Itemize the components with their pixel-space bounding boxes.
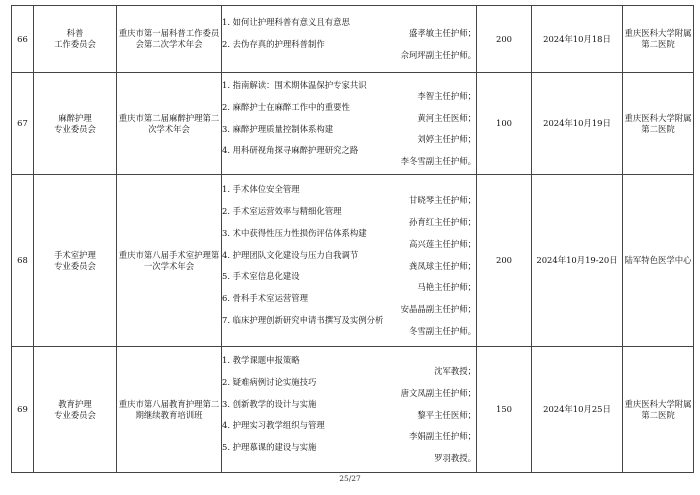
topic-title: 2. 麻醉护士在麻醉工作中的重要性 — [222, 101, 350, 112]
topics-cell — [222, 73, 477, 175]
topic-speaker: 龚凤球主任护师； — [409, 260, 476, 271]
topic-speaker: 孙育红主任护师； — [409, 216, 476, 227]
venue-cell: 陆军特色医学中心 — [623, 175, 694, 347]
committee-name-line: 科普 — [66, 28, 84, 39]
committee-name-line: 专业委员会 — [54, 260, 96, 271]
row-number-cell: 67 — [12, 73, 34, 175]
committee-name-line: 工作委员会 — [54, 39, 96, 49]
committee-name-line: 麻醉护理 — [58, 112, 92, 123]
topics-cell — [222, 347, 477, 473]
row-number-cell: 68 — [12, 175, 34, 347]
committee-name-line: 专业委员会 — [54, 409, 96, 420]
date-cell: 2024年10月18日 — [532, 6, 623, 73]
row-number-cell: 69 — [12, 347, 34, 473]
topic-speaker: 甘晓琴主任护师； — [409, 195, 476, 206]
topic-title: 6. 骨科手术室运营管理 — [222, 293, 309, 304]
topic-speaker: 唐文凤副主任护师； — [400, 387, 476, 398]
topic-speaker: 佘珂坪副主任护师。 — [400, 49, 476, 60]
topic-title: 3. 麻醉护理质量控制体系构建 — [222, 123, 334, 134]
table-row — [12, 73, 694, 175]
topic-title: 4. 护理团队文化建设与压力自我调节 — [222, 249, 359, 260]
topic-title: 5. 护理慕课的建设与实施 — [222, 442, 317, 453]
table-row — [12, 175, 694, 347]
row-number-cell: 66 — [12, 6, 34, 73]
committee-cell — [34, 347, 117, 473]
topic-speaker: 李智主任护师； — [417, 90, 476, 101]
topic-title: 3. 创新教学的设计与实施 — [222, 398, 317, 409]
topics-cell — [222, 175, 477, 347]
topic-title: 2. 去伪存真的护理科普制作 — [222, 39, 325, 49]
topic-speaker: 刘婷主任护师； — [417, 134, 476, 145]
topic-title: 2. 疑难病例讨论实施技巧 — [222, 376, 317, 387]
venue-cell: 重庆医科大学附属第二医院 — [623, 73, 694, 175]
date-cell: 2024年10月19日 — [532, 73, 623, 175]
meeting-name-cell: 重庆市第一届科普工作委员会第二次学术年会 — [117, 6, 222, 73]
topic-title: 7. 临床护理创新研究申请书撰写及实例分析 — [222, 315, 384, 326]
topic-speaker: 马艳主任护师； — [417, 282, 476, 293]
meeting-name-cell: 重庆市第八届手术室护理第一次学术年会 — [117, 175, 222, 347]
topic-title: 4. 护理实习教学组织与管理 — [222, 420, 325, 431]
topic-speaker: 盛孝敏主任护师； — [409, 28, 476, 39]
topic-speaker: 安晶晶副主任护师； — [400, 304, 476, 315]
topic-title: 1. 如何让护理科普有意义且有意思 — [222, 17, 350, 28]
venue-cell: 重庆医科大学附属第二医院 — [623, 347, 694, 473]
venue-cell: 重庆医科大学附属第二医院 — [623, 6, 694, 73]
topic-speaker: 李娟副主任护师； — [409, 431, 476, 442]
committee-name-line: 专业委员会 — [54, 123, 96, 134]
committee-cell — [34, 175, 117, 347]
topic-speaker: 冬雪副主任护师。 — [409, 325, 476, 336]
attendee-count-cell: 150 — [477, 347, 532, 473]
topic-title: 1. 手术体位安全管理 — [222, 184, 300, 195]
topic-speaker: 高兴莲主任护师； — [409, 238, 476, 249]
schedule-table — [11, 5, 694, 473]
schedule-body — [12, 6, 694, 473]
topics-cell — [222, 6, 477, 73]
table-row — [12, 347, 694, 473]
topic-title: 1. 指南解读：围术期体温保护专家共识 — [222, 79, 367, 90]
meeting-name-cell: 重庆市第八届教育护理第二期继续教育培训班 — [117, 347, 222, 473]
committee-name-line: 教育护理 — [58, 398, 92, 409]
attendee-count-cell: 200 — [477, 175, 532, 347]
topic-title: 3. 术中获得性压力性损伤评估体系构建 — [222, 227, 367, 238]
topic-speaker: 沈军教授； — [434, 365, 476, 376]
committee-cell — [34, 6, 117, 73]
committee-name-line: 手术室护理 — [54, 249, 96, 260]
topic-title: 2. 手术室运营效率与精细化管理 — [222, 205, 342, 216]
topic-title: 4. 用科研视角探寻麻醉护理研究之路 — [222, 145, 359, 156]
topic-speaker: 黄河主任医师； — [417, 112, 476, 123]
committee-cell — [34, 73, 117, 175]
attendee-count-cell: 100 — [477, 73, 532, 175]
topic-speaker: 李冬雪副主任护师。 — [400, 156, 476, 167]
topic-speaker: 罗羽教授。 — [434, 453, 476, 464]
page-number: 25/27 — [339, 474, 361, 483]
table-row — [12, 6, 694, 73]
topic-title: 5. 手术室信息化建设 — [222, 271, 300, 282]
attendee-count-cell: 200 — [477, 6, 532, 73]
topic-title: 1. 教学课题申报策略 — [222, 354, 300, 365]
date-cell: 2024年10月25日 — [532, 347, 623, 473]
topic-speaker: 黎平主任医师； — [417, 409, 476, 420]
date-cell: 2024年10月19-20日 — [532, 175, 623, 347]
meeting-name-cell: 重庆市第二届麻醉护理第二次学术年会 — [117, 73, 222, 175]
